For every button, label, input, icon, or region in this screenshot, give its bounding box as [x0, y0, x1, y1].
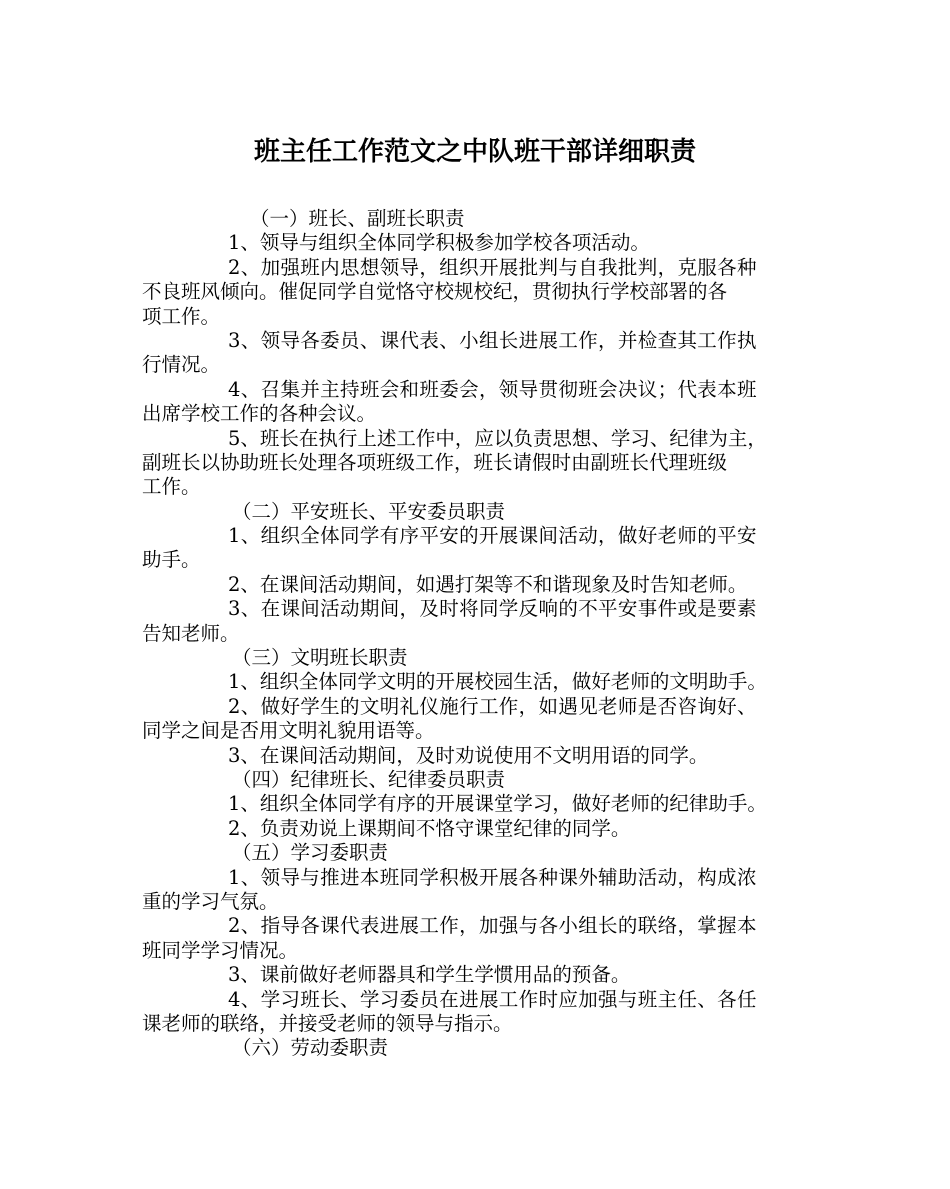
- paragraph-line: 副班长以协助班长处理各项班级工作，班长请假时由副班长代理班级: [142, 450, 728, 474]
- paragraph-line: 4、召集并主持班会和班委会，领导贯彻班会决议；代表本班: [228, 377, 757, 401]
- document-body: [142, 207, 822, 1061]
- paragraph-line: 重的学习气氛。: [142, 889, 279, 913]
- paragraph-line: 项工作。: [142, 304, 221, 328]
- document-title: 班主任工作范文之中队班干部详细职责: [253, 137, 696, 167]
- paragraph-line: 1、领导与推进本班同学积极开展各种课外辅助活动，构成浓: [228, 865, 757, 889]
- section-heading-safety: （二）平安班长、平安委员职责: [232, 499, 506, 523]
- section-heading-civility: （三）文明班长职责: [232, 646, 408, 670]
- paragraph-line: 1、组织全体同学文明的开展校园生活，做好老师的文明助手。: [228, 670, 767, 694]
- paragraph-line: 2、指导各课代表进展工作，加强与各小组长的联络，掌握本: [228, 914, 757, 938]
- paragraph-line: 助手。: [142, 548, 201, 572]
- section-heading-discipline: （四）纪律班长、纪律委员职责: [232, 767, 506, 791]
- paragraph-line: 3、领导各委员、课代表、小组长进展工作，并检查其工作执: [228, 328, 757, 352]
- paragraph-line: 1、领导与组织全体同学积极参加学校各项活动。: [228, 231, 650, 255]
- paragraph-line: 5、班长在执行上述工作中，应以负责思想、学习、纪律为主，: [228, 426, 767, 450]
- paragraph-line: 3、课前做好老师器具和学生学惯用品的预备。: [228, 963, 631, 987]
- paragraph-line: 3、在课间活动期间，及时劝说使用不文明用语的同学。: [228, 743, 709, 767]
- paragraph-line: 3、在课间活动期间，及时将同学反响的不平安事件或是要素: [228, 597, 757, 621]
- paragraph-line: 2、加强班内思想领导，组织开展批判与自我批判，克服各种: [228, 255, 757, 279]
- paragraph-line: 同学之间是否用文明礼貌用语等。: [142, 719, 435, 743]
- section-heading-labor: （六）劳动委职责: [232, 1036, 389, 1060]
- paragraph-line: 班同学学习情况。: [142, 938, 299, 962]
- paragraph-line: 告知老师。: [142, 621, 240, 645]
- paragraph-line: 出席学校工作的各种会议。: [142, 402, 377, 426]
- paragraph-line: 2、做好学生的文明礼仪施行工作，如遇见老师是否咨询好、: [228, 694, 757, 718]
- paragraph-line: 2、在课间活动期间，如遇打架等不和谐现象及时告知老师。: [228, 572, 748, 596]
- paragraph-line: 课老师的联络，并接受老师的领导与指示。: [142, 1011, 513, 1035]
- paragraph-line: 4、学习班长、学习委员在进展工作时应加强与班主任、各任: [228, 987, 757, 1011]
- paragraph-line: 1、组织全体同学有序平安的开展课间活动，做好老师的平安: [228, 524, 757, 548]
- section-heading-study: （五）学习委职责: [232, 841, 389, 865]
- paragraph-line: 1、组织全体同学有序的开展课堂学习，做好老师的纪律助手。: [228, 792, 767, 816]
- paragraph-line: 2、负责劝说上课期间不恪守课堂纪律的同学。: [228, 816, 631, 840]
- paragraph-line: 工作。: [142, 475, 201, 499]
- paragraph-line: 不良班风倾向。催促同学自觉恪守校规校纪，贯彻执行学校部署的各: [142, 280, 728, 304]
- paragraph-line: 行情况。: [142, 353, 221, 377]
- section-heading-monitor: （一）班长、副班长职责: [250, 207, 465, 230]
